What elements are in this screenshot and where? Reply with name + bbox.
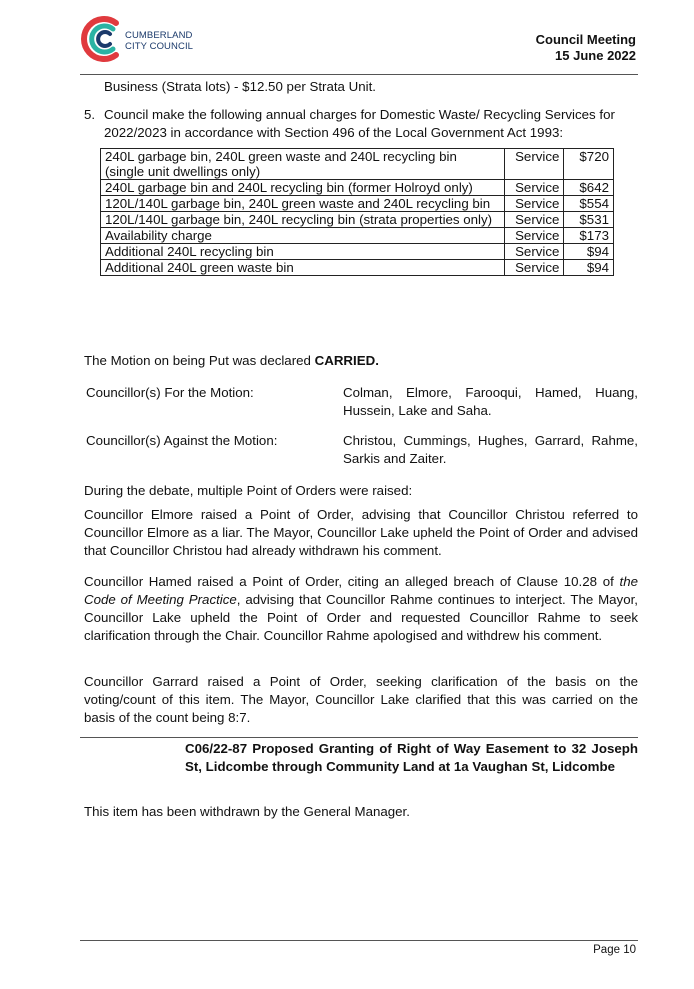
org-name-line2: CITY COUNCIL	[125, 41, 194, 52]
charges-row	[101, 149, 614, 180]
charge-description: Additional 240L green waste bin	[101, 260, 505, 276]
header-divider	[80, 74, 638, 75]
votes-for-names: Colman, Elmore, Farooqui, Hamed, Huang, Hussein, Lake and Saha.	[343, 385, 638, 418]
votes-against-label: Councillor(s) Against the Motion:	[86, 433, 278, 448]
item-heading: C06/22-87 Proposed Granting of Right of Way Easement to 32 Joseph St, Lidcombe through Community Land at 1a Vaughan St, Lidcombe	[185, 741, 638, 774]
charges-row	[101, 196, 614, 212]
charge-amount: $173	[564, 228, 614, 244]
charge-description: 120L/140L garbage bin, 240L recycling bin (strata properties only)	[101, 212, 505, 228]
charge-amount: $642	[564, 180, 614, 196]
charge-description: 240L garbage bin and 240L recycling bin (former Holroyd only)	[101, 180, 505, 196]
council-logo-mark	[80, 14, 126, 64]
withdrawn-note: This item has been withdrawn by the General Manager.	[84, 804, 410, 819]
point-of-order-2	[84, 573, 638, 645]
motion-result	[84, 352, 638, 370]
meeting-title: Council Meeting	[535, 32, 636, 47]
council-logo-text	[125, 30, 193, 52]
motion-prefix: The Motion on being Put was declared	[84, 353, 315, 368]
charge-amount: $94	[564, 260, 614, 276]
charges-table	[100, 148, 614, 276]
point2-after: , advising that Councillor Rahme continues to interject. The Mayor, Councillor Lake upheld the Point of Order and requested Councillor Rahme to seek clarification through the Chair. Councillor Rahme apologised and withdrew his comment.	[84, 592, 638, 643]
charge-amount: $94	[564, 244, 614, 260]
charge-type: Service	[504, 228, 564, 244]
charges-row	[101, 180, 614, 196]
charge-description: 120L/140L garbage bin, 240L green waste and 240L recycling bin	[101, 196, 505, 212]
item-divider	[80, 737, 638, 738]
council-logo	[80, 14, 210, 64]
point-of-order-3: Councillor Garrard raised a Point of Order, seeking clarification of the basis on the voting/count of this item. The Mayor, Councillor Lake clarified that this was carried on the basis of the count being 8:7.	[84, 674, 638, 725]
charge-amount: $531	[564, 212, 614, 228]
point2-before: Councillor Hamed raised a Point of Order, citing an alleged breach of Clause 10.28 of	[84, 574, 620, 589]
page-number: Page 10	[593, 944, 636, 956]
charge-description: Availability charge	[101, 228, 505, 244]
header-meeting-info	[536, 32, 636, 64]
charge-type: Service	[504, 180, 564, 196]
votes-against-names: Christou, Cummings, Hughes, Garrard, Rahme, Sarkis and Zaiter.	[343, 433, 638, 466]
charge-type: Service	[504, 212, 564, 228]
footer-divider	[80, 940, 638, 941]
charge-amount: $720	[564, 149, 614, 180]
list-number: 5.	[84, 107, 96, 122]
charges-row	[101, 244, 614, 260]
charge-amount: $554	[564, 196, 614, 212]
code-of-meeting-practice: the Code of Meeting Practice	[84, 574, 638, 607]
point-of-order-1: Councillor Elmore raised a Point of Order, advising that Councillor Christou referred to Councillor Elmore as a liar. The Mayor, Councillor Lake upheld the Point of Order and advised that Councillor Christou had already withdrawn his comment.	[84, 507, 638, 558]
org-name-line1: CUMBERLAND	[125, 30, 193, 41]
charge-type: Service	[504, 149, 564, 180]
charge-type: Service	[504, 244, 564, 260]
debate-intro: During the debate, multiple Point of Orders were raised:	[84, 483, 413, 498]
charge-description: Additional 240L recycling bin	[101, 244, 505, 260]
motion-outcome: CARRIED.	[314, 353, 379, 368]
meeting-date: 15 June 2022	[555, 48, 636, 63]
charge-type: Service	[504, 196, 564, 212]
charge-description: 240L garbage bin, 240L green waste and 240L recycling bin (single unit dwellings only)	[101, 149, 505, 180]
votes-for-label: Councillor(s) For the Motion:	[86, 385, 254, 400]
strata-rate-line: Business (Strata lots) - $12.50 per Strata Unit.	[104, 79, 376, 94]
charges-row	[101, 260, 614, 276]
charges-row	[101, 228, 614, 244]
charges-row	[101, 212, 614, 228]
list-text: Council make the following annual charges for Domestic Waste/ Recycling Services for 2022/2023 in accordance with Section 496 of the Local Government Act 1993:	[104, 107, 615, 140]
charge-type: Service	[504, 260, 564, 276]
